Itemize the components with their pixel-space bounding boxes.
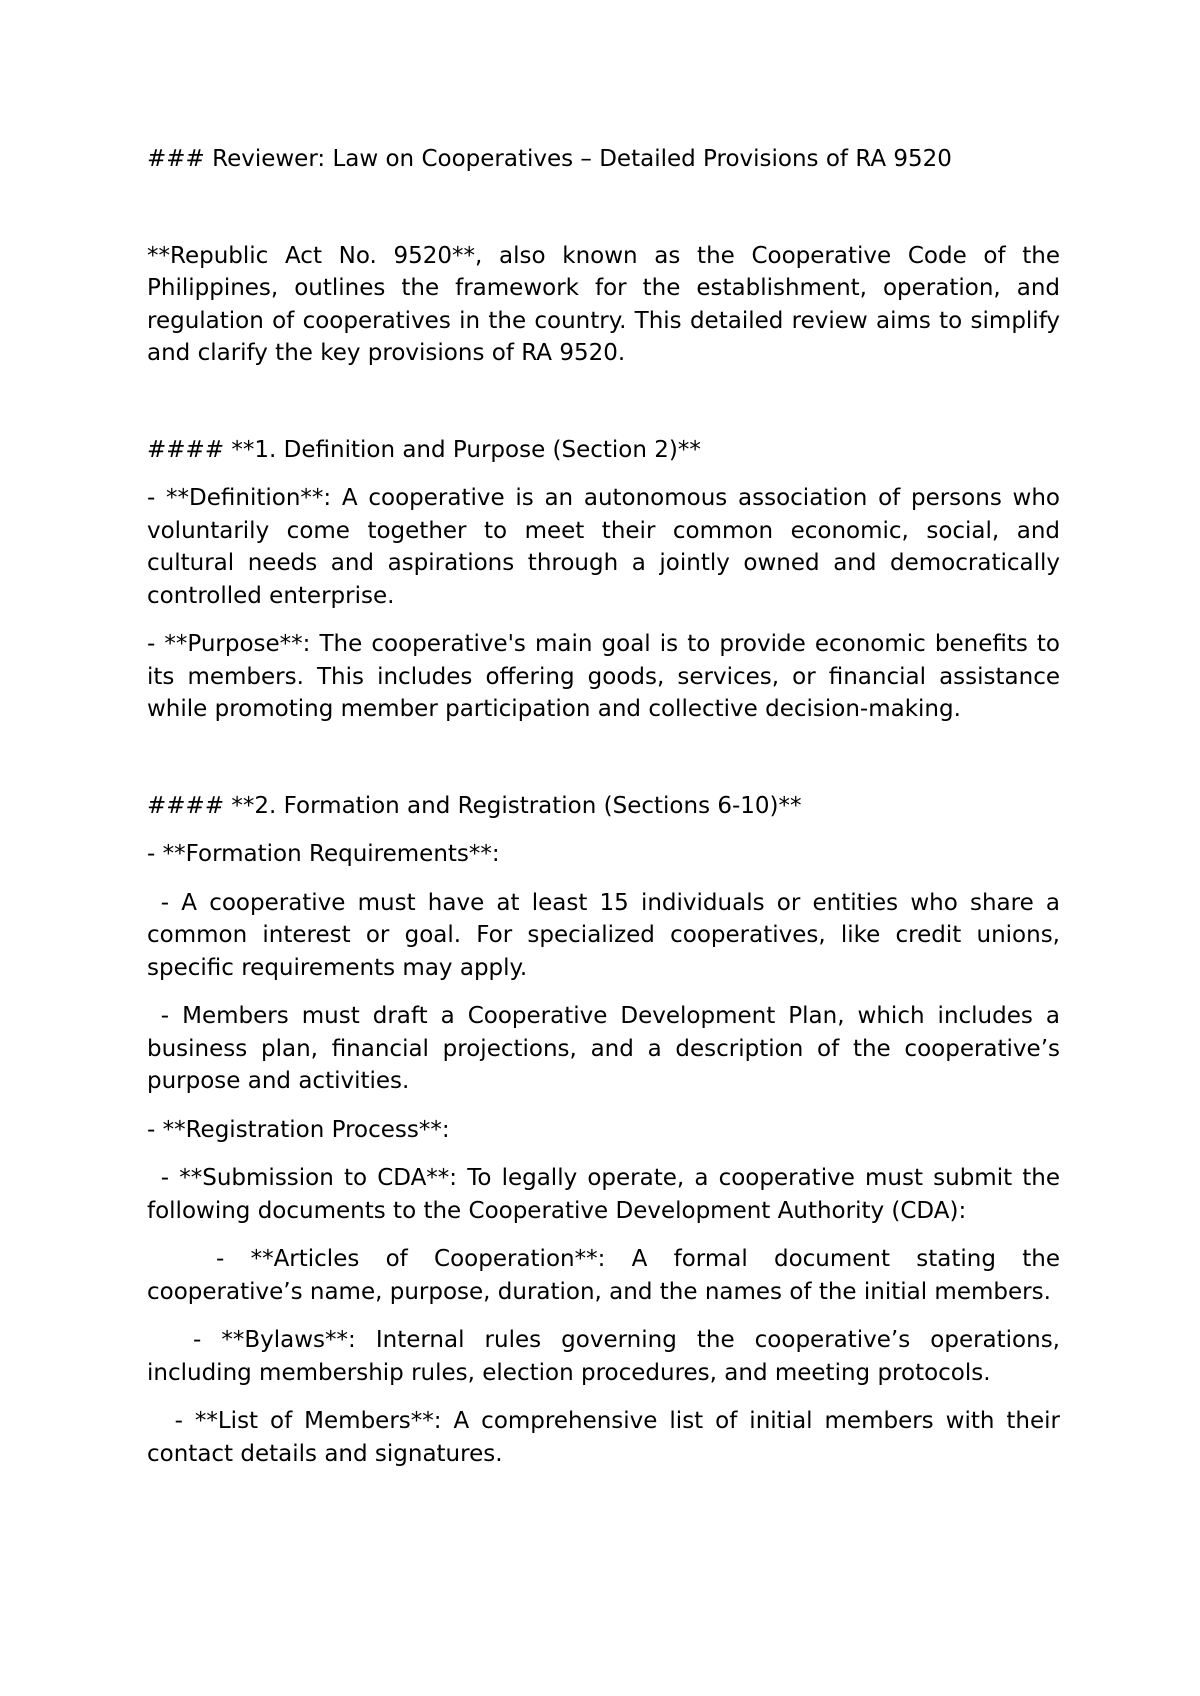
section-2-heading: #### **2. Formation and Registration (Sections 6-10)** (147, 792, 802, 819)
submission-paragraph: - **Submission to CDA**: To legally operate, a cooperative must submit the following documents to the Cooperative Development Authority (CDA): (147, 1165, 1060, 1224)
formation-item-2: - Members must draft a Cooperative Development Plan, which includes a business plan, financial projections, and a description of the cooperative’s purpose and activities. (147, 1003, 1060, 1094)
formation-item-1: - A cooperative must have at least 15 individuals or entities who share a common interest or goal. For specialized cooperatives, like credit unions, specific requirements may apply. (147, 889, 1060, 981)
intro-paragraph: **Republic Act No. 9520**, also known as the Cooperative Code of the Philippines, outlines the framework for the establishment, operation, and regulation of cooperatives in the country. This detailed review aims to simplify and clarify the key provisions of RA 9520. (147, 242, 1060, 366)
section-1-heading: #### **1. Definition and Purpose (Section 2)** (147, 436, 701, 463)
registration-process-label: - **Registration Process**: (147, 1116, 450, 1143)
formation-requirements-label: - **Formation Requirements**: (147, 841, 500, 867)
document-body (147, 143, 1060, 1486)
members-list-paragraph: - **List of Members**: A comprehensive list of initial members with their contact details and signatures. (147, 1408, 1060, 1467)
definition-paragraph: - **Definition**: A cooperative is an autonomous association of persons who voluntarily come together to meet their common economic, social, and cultural needs and aspirations through a jointly owned and democratically controlled enterprise. (147, 485, 1060, 609)
bylaws-paragraph: - **Bylaws**: Internal rules governing the cooperative’s operations, including membership rules, election procedures, and meeting protocols. (147, 1327, 1060, 1386)
purpose-paragraph: - **Purpose**: The cooperative's main goal is to provide economic benefits to its members. This includes offering goods, services, or financial assistance while promoting member participation and collective decision-making. (147, 631, 1060, 722)
document-title: ### Reviewer: Law on Cooperatives – Detailed Provisions of RA 9520 (147, 146, 952, 172)
articles-paragraph: - **Articles of Cooperation**: A formal document stating the cooperative’s name, purpose, duration, and the names of the initial members. (147, 1246, 1060, 1305)
